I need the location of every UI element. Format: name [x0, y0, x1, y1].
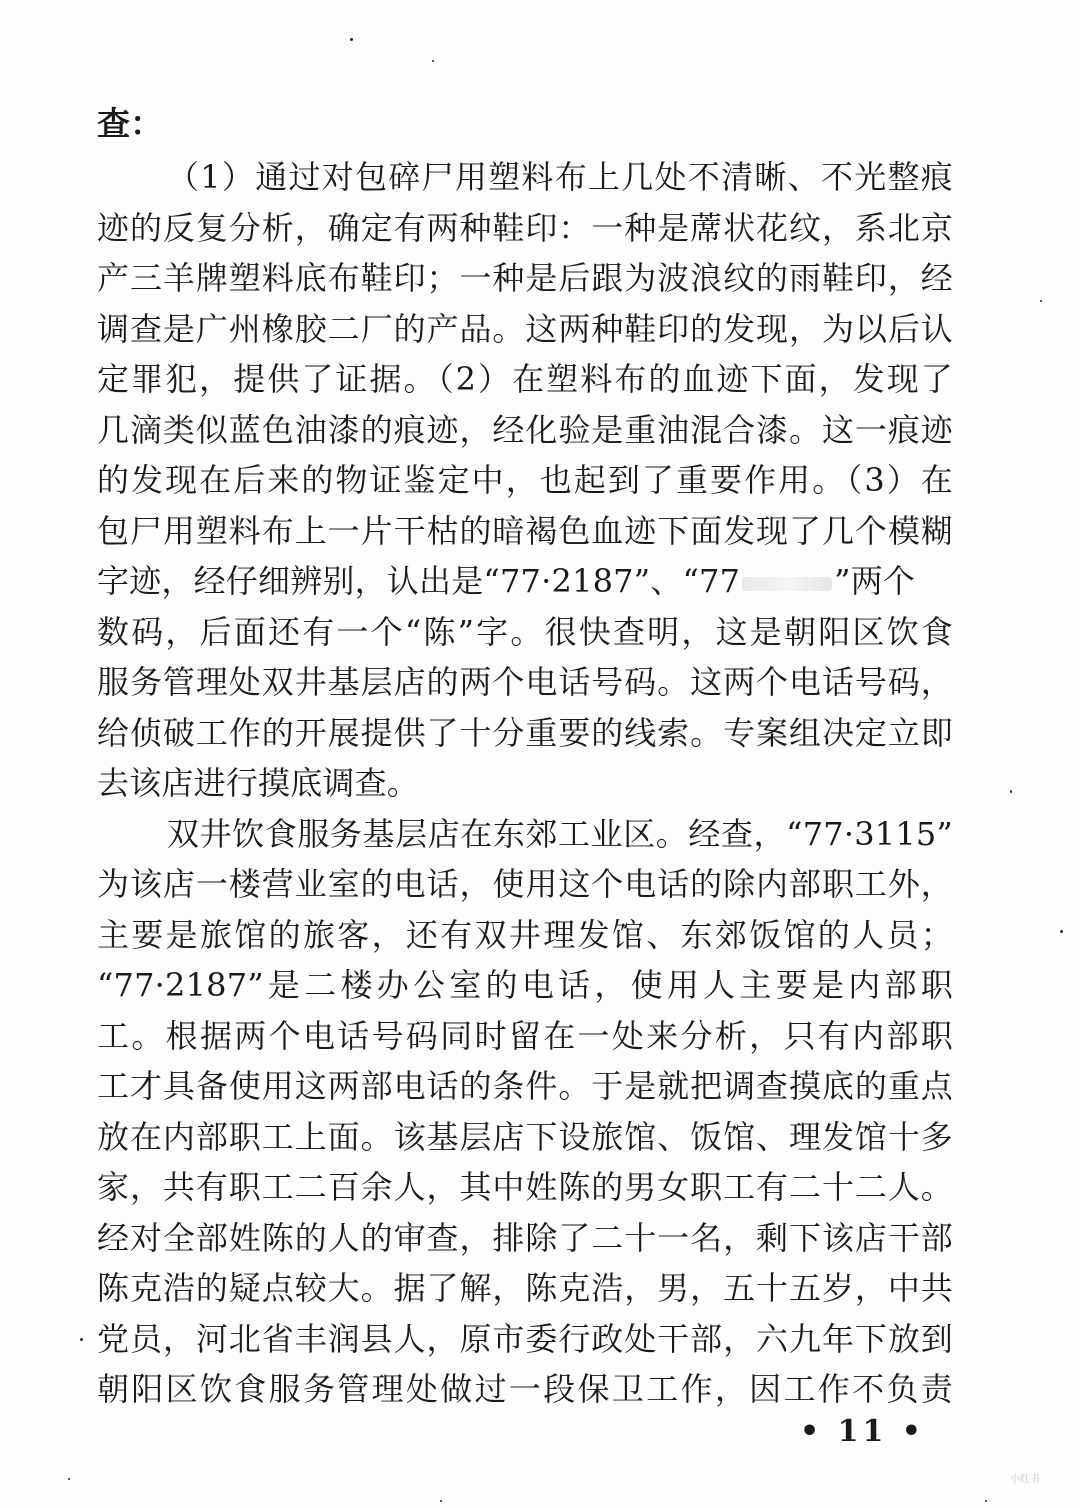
text-line: 数码，后面还有一个“陈”字。很快查明，这是朝阳区饮食 [97, 612, 953, 651]
scan-speck [350, 38, 353, 41]
text-line: 陈克浩的疑点较大。据了解，陈克浩，男，五十五岁，中共 [97, 1269, 953, 1307]
text-line: 迹的反复分析，确定有两种鞋印：一种是蓆状花纹，系北京 [97, 208, 953, 247]
scan-speck [1040, 300, 1042, 302]
text-line: “77·2187”是二楼办公室的电话，使用人主要是内部职 [97, 966, 953, 1004]
text-line: 服务管理处双井基层店的两个电话号码。这两个电话号码， [97, 663, 953, 701]
text-fragment: 字迹，经仔细辨别，认出是“77·2187”、“77 [97, 562, 741, 600]
text-line: 的发现在后来的物证鉴定中，也起到了重要作用。（3）在 [97, 461, 953, 499]
text-fragment: ”两个 [834, 562, 916, 600]
text-line: （1）通过对包碎尸用塑料布上几处不清晰、不光整痕 [167, 158, 953, 196]
text-line: 经对全部姓陈的人的审查，排除了二十一名，剩下该店干部 [97, 1218, 953, 1257]
text-line: 工才具备使用这两部电话的条件。于是就把调查摸底的重点 [97, 1067, 953, 1105]
watermark-logo: 小红书 [1010, 1474, 1040, 1485]
text-line: 为该店一楼营业室的电话，使用这个电话的除内部职工外， [97, 865, 953, 903]
scan-speck [432, 60, 434, 62]
scan-speck [1060, 930, 1063, 933]
text-line: 党员，河北省丰润县人，原市委行政处干部，六九年下放到 [97, 1319, 953, 1358]
text-line: 主要是旅馆的旅客，还有双井理发馆、东郊饭馆的人员； [97, 915, 953, 954]
page-number: • 11 • [800, 1414, 925, 1449]
text-line: 给侦破工作的开展提供了十分重要的线索。专案组决定立即 [97, 713, 953, 752]
scan-speck [68, 1478, 70, 1480]
text-line: 几滴类似蓝色油漆的痕迹，经化验是重油混合漆。这一痕迹 [97, 410, 953, 449]
text-line: 朝阳区饮食服务管理处做过一段保卫工作，因工作不负责 [97, 1370, 953, 1408]
text-line: 调查是广州橡胶二厂的产品。这两种鞋印的发现，为以后认 [97, 309, 953, 348]
text-line: 放在内部职工上面。该基层店下设旅馆、饭馆、理发馆十多 [97, 1117, 953, 1156]
body-text [97, 152, 953, 1415]
redaction-blur [742, 577, 832, 591]
scan-speck [440, 1500, 442, 1502]
text-line: 包尸用塑料布上一片干枯的暗褐色血迹下面发现了几个模糊 [97, 511, 953, 550]
scan-speck [80, 1338, 83, 1341]
text-line: 双井饮食服务基层店在东郊工业区。经查，“77·3115” [167, 814, 953, 853]
section-heading: 查： [97, 104, 163, 143]
text-line: 工。根据两个电话号码同时留在一处来分析，只有内部职 [97, 1016, 953, 1055]
text-line: 家，共有职工二百余人，其中姓陈的男女职工有二十二人。 [97, 1168, 953, 1206]
text-line: 去该店进行摸底调查。 [97, 764, 420, 802]
scan-speck [985, 1500, 987, 1502]
text-line: 定罪犯，提供了证据。（2）在塑料布的血迹下面，发现了 [97, 360, 953, 398]
text-line-redacted [97, 556, 953, 607]
text-line: 产三羊牌塑料底布鞋印；一种是后跟为波浪纹的雨鞋印，经 [97, 259, 953, 297]
scan-speck [1010, 790, 1012, 793]
